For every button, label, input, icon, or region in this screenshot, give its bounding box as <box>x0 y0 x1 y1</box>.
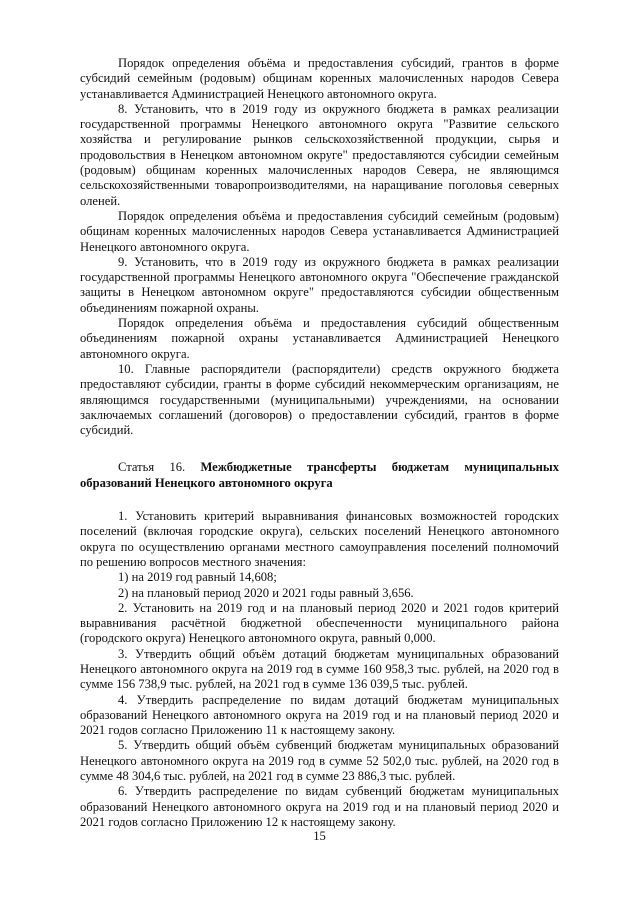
paragraph: 4. Утвердить распределение по видам дотаций бюджетам муниципальных образований Ненецкого автономного округа на 2019 год и на плановый период 2020 и 2021 годов согласно Приложению 11 к настоящему закону. <box>80 692 559 738</box>
paragraph: 2) на плановый период 2020 и 2021 годы равный 3,656. <box>118 585 414 600</box>
paragraph: 3. Утвердить общий объём дотаций бюджетам муниципальных образований Ненецкого автономного округа на 2019 год в сумме 160 958,3 тыс. рублей, на 2020 год в сумме 156 738,9 тыс. рублей, на 2021 год в сумме 136 039,5 тыс. рублей. <box>80 646 559 692</box>
page-number: 15 <box>313 829 326 843</box>
paragraph: 6. Утвердить распределение по видам субвенций бюджетам муниципальных образований Ненецкого автономного округа на 2019 год и на плановый период 2020 и 2021 годов согласно Приложению 12 к настоящему закону. <box>80 784 559 829</box>
paragraph: 9. Установить, что в 2019 году из окружного бюджета в рамках реализации государственной программы Ненецкого автономного округа "Обеспечение гражданской защиты в Ненецком автономном округе" предоставляются субсидии общественным объединениям пожарной охраны. <box>80 254 559 315</box>
article-title: Межбюджетные трансферты бюджетам муниципальных образований Ненецкого автономного округа <box>80 460 559 490</box>
paragraph: 1) на 2019 год равный 14,608; <box>118 570 277 585</box>
paragraph: 5. Утвердить общий объём субвенций бюджетам муниципальных образований Ненецкого автономного округа на 2019 год в сумме 52 502,0 тыс. рублей, на 2020 год в сумме 48 304,6 тыс. рублей, на 2021 год в сумме 23 886,3 тыс. рублей. <box>80 738 559 784</box>
article-prefix: Статья 16. <box>118 460 201 475</box>
document-page <box>80 56 559 830</box>
paragraph: 8. Установить, что в 2019 году из окружного бюджета в рамках реализации государственной программы Ненецкого автономного округа "Развитие сельского хозяйства и регулирование рынков сельскохозяйственной продукции, сырья и продовольствия в Ненецком автономном округе" предоставляются субсидии семейным (родовым) общинам коренных малочисленных народов Севера, не являющимся сельскохозяйственными товаропроизводителями, на наращивание поголовья северных оленей. <box>80 101 559 208</box>
paragraph: Порядок определения объёма и предоставления субсидий, грантов в форме субсидий семейным (родовым) общинам коренных малочисленных народов Севера устанавливается Администрацией Ненецкого автономного округа. <box>80 56 559 101</box>
paragraph: 1. Установить критерий выравнивания финансовых возможностей городских поселений (включая городские округа), сельских поселений Ненецкого автономного округа по осуществлению органами местного самоуправления поселений полномочий по решению вопросов местного значения: <box>80 509 559 569</box>
article-heading <box>80 460 559 491</box>
paragraph: Порядок определения объёма и предоставления субсидий общественным объединениям пожарной охраны устанавливается Администрацией Ненецкого автономного округа. <box>80 316 559 361</box>
paragraph: 10. Главные распорядители (распорядители) средств окружного бюджета предоставляют субсидии, гранты в форме субсидий некоммерческим организациям, не являющимся государственными (муниципальными) учреждениями, на основании заключаемых соглашений (договоров) о предоставлении субсидий, грантов в форме субсидий. <box>80 361 559 438</box>
paragraph: 2. Установить на 2019 год и на плановый период 2020 и 2021 годов критерий выравнивания расчётной бюджетной обеспеченности муниципального района (городского округа) Ненецкого автономного округа, равный 0,000. <box>80 600 559 646</box>
paragraph: Порядок определения объёма и предоставления субсидий семейным (родовым) общинам коренных малочисленных народов Севера устанавливается Администрацией Ненецкого автономного округа. <box>80 208 559 254</box>
